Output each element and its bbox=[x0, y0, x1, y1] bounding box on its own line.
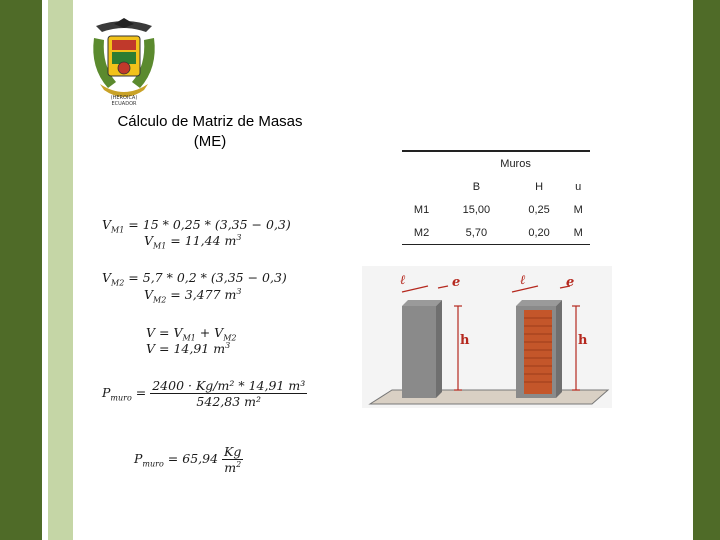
p-muro-fraction bbox=[150, 378, 307, 409]
v-sum-text: V = V bbox=[146, 325, 183, 340]
table-cell: M bbox=[566, 221, 590, 245]
kg-m2-unit: $\frac{Kg}{m^2}$ bbox=[224, 444, 242, 476]
left-light-band bbox=[48, 0, 73, 540]
equation-volume-sum: $V = V_{M1} + V_{M2}$ bbox=[146, 325, 237, 343]
table-cell: M1 bbox=[413, 203, 430, 216]
label-h-left: h bbox=[460, 333, 470, 348]
table-col-header: H bbox=[535, 180, 544, 193]
table-cell: 15,00 bbox=[462, 203, 491, 216]
table-cell: 5,70 bbox=[441, 221, 512, 245]
title-line-2: (ME) bbox=[193, 133, 227, 150]
vm1-result: = 11,44 m bbox=[170, 233, 237, 249]
table-cell: M bbox=[573, 203, 583, 216]
table-col-header bbox=[402, 175, 441, 198]
equation-vm1-result: $V_{M1} = 11,44$ $m^3$ bbox=[144, 233, 242, 251]
p-muro-numerator: 2400 · Kg/m² * 14,91 m³ bbox=[152, 378, 306, 393]
table-row bbox=[402, 198, 590, 221]
seal-caption-2: ECUADOR bbox=[111, 101, 137, 107]
equation-volume-result: V = 14,91 $m^3$ bbox=[146, 341, 231, 357]
label-e-left: e bbox=[452, 275, 461, 290]
brick-infill bbox=[524, 310, 552, 394]
equation-p-muro-result: $P_{muro} = 65,94$ $\frac{Kg}{m^2}$ bbox=[134, 444, 242, 476]
p-muro-result: = 65,94 bbox=[167, 451, 219, 467]
v-result: V = 14,91 m bbox=[146, 341, 226, 357]
label-l-right: ℓ bbox=[520, 273, 526, 288]
table-cell: 0,25 bbox=[528, 203, 550, 216]
equation-p-muro: $P_{muro}$ = $\frac{\text{2400 · Kg/m² * 14,91 m³}}{\text{542,83 m²}}$ bbox=[102, 378, 306, 409]
plain-wall bbox=[402, 306, 436, 398]
p-muro-denominator: 542,83 m² bbox=[196, 394, 261, 409]
page-title bbox=[70, 112, 350, 152]
seal-caption-1: (HEROICA) bbox=[110, 95, 138, 101]
table-col-header: B bbox=[472, 180, 481, 193]
vm2-result: = 3,477 m bbox=[170, 287, 237, 303]
coat-of-arms-logo bbox=[86, 18, 162, 108]
label-h-right: h bbox=[578, 333, 588, 348]
wall-diagram bbox=[362, 266, 612, 408]
title-line-1: Cálculo de Matriz de Masas bbox=[117, 113, 303, 130]
equation-vm1: $V_{M1} = 15 * 0,25 * (3,35 - 0,3)$ bbox=[102, 217, 291, 235]
label-e-right: e bbox=[566, 275, 575, 290]
equation-vm2: $V_{M2} = 5,7 * 0,2 * (3,35 - 0,3)$ bbox=[102, 270, 287, 288]
table-cell: M2 bbox=[402, 221, 441, 245]
table-group-header: Muros bbox=[441, 151, 590, 175]
label-l-left: ℓ bbox=[400, 273, 406, 288]
left-accent-band bbox=[0, 0, 42, 540]
vm2-expression: = 5,7 * 0,2 * (3,35 − 0,3) bbox=[128, 270, 287, 285]
muros-table bbox=[402, 150, 590, 245]
table-row bbox=[402, 221, 590, 245]
right-accent-band bbox=[693, 0, 720, 540]
vm1-expression: = 15 * 0,25 * (3,35 − 0,3) bbox=[128, 217, 291, 232]
table-cell: 0,20 bbox=[512, 221, 567, 245]
equation-vm2-result: $V_{M2} = 3,477$ $m^3$ bbox=[144, 287, 242, 305]
table-col-header: u bbox=[575, 180, 582, 193]
